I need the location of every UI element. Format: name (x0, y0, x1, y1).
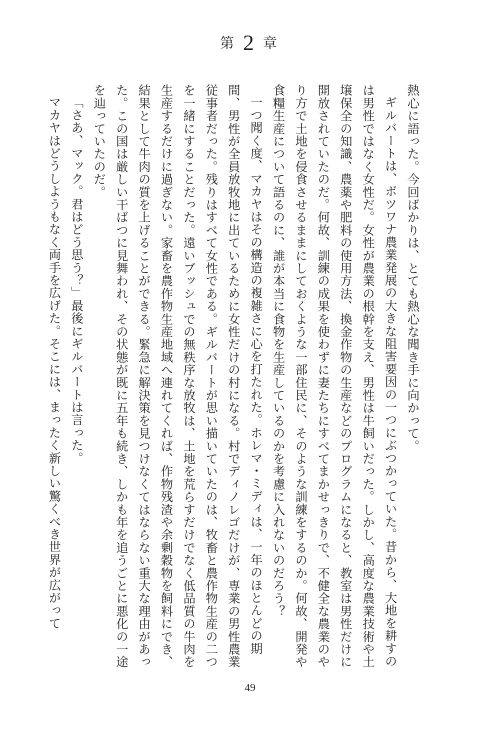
paragraph-continuation: 熱心に語った。今回ばかりは、とても熱心な聞き手に向かって。 (406, 84, 420, 453)
paragraph: ギルバートは、ボツワナ農業発展の大きな阻害要因の一つにぶつかっていた。昔から、大地を耕すのは男性ではなく女性だ。女性が農業の根幹を支え、男性は牛飼いだった。しかし、高度な農業技術や土壌保全の知識、農薬や肥料の使用方法、換金作物の生産などのプログラムになると、教室は男性だけに開放されていたのだ。何故、訓練の成果を使わずに妻たちにすべてまかせっきりで、不健全な農業のやり方で土地を侵食させるままにしておくような一部住民に、そのような訓練をするのか。何故、開発や食糧生産について語るのに、誰が本当に食物を生産しているのかを考慮に入れないのだろう？ (271, 84, 398, 669)
chapter-heading (0, 30, 500, 56)
dialogue-paragraph: 「さあ、マック。君はどう思う？」最後にギルバートは言った。 (69, 96, 84, 465)
chapter-number: 2 (243, 30, 257, 55)
body-text (47, 84, 424, 676)
chapter-suffix: 章 (263, 36, 280, 52)
page-number: 49 (244, 682, 256, 694)
chapter-prefix: 第 (220, 36, 237, 52)
paragraph: マカヤはどうしようもなく両手を広げた。そこには、まったく新しい驚くべき世界が広がって (47, 96, 62, 630)
paragraph: 一つ聞く度、マカヤはその構造の複雑さに心を打たれた。ホレマ・ミディは、一年のほとんどの期間、男性が全員放牧地に出ているために女性だけの村になる。村でディノレゴだけが、専業の男性農業従事者だった。残りはすべて女性である。ギルバートが思い描いていたのは、牧畜と農作物生産の二つを一緒にすることだった。遠いブッシュでの無秩序な放牧は、土地を荒らすだけでなく低品質の牛肉を生産するだけに過ぎない。家畜を農作物生産地域へ連れてくれば、作物残渣や余剰穀物を飼料にでき、結果として牛肉の質を上げることができる。緊急に解決策を見つけなくてはならない重大な理由があった。この国は厳しい干ばつに見舞われ、その状態が既に五年も続き、しかも年を追うごとに悪化の一途を辿っていたのだ。 (92, 84, 264, 669)
